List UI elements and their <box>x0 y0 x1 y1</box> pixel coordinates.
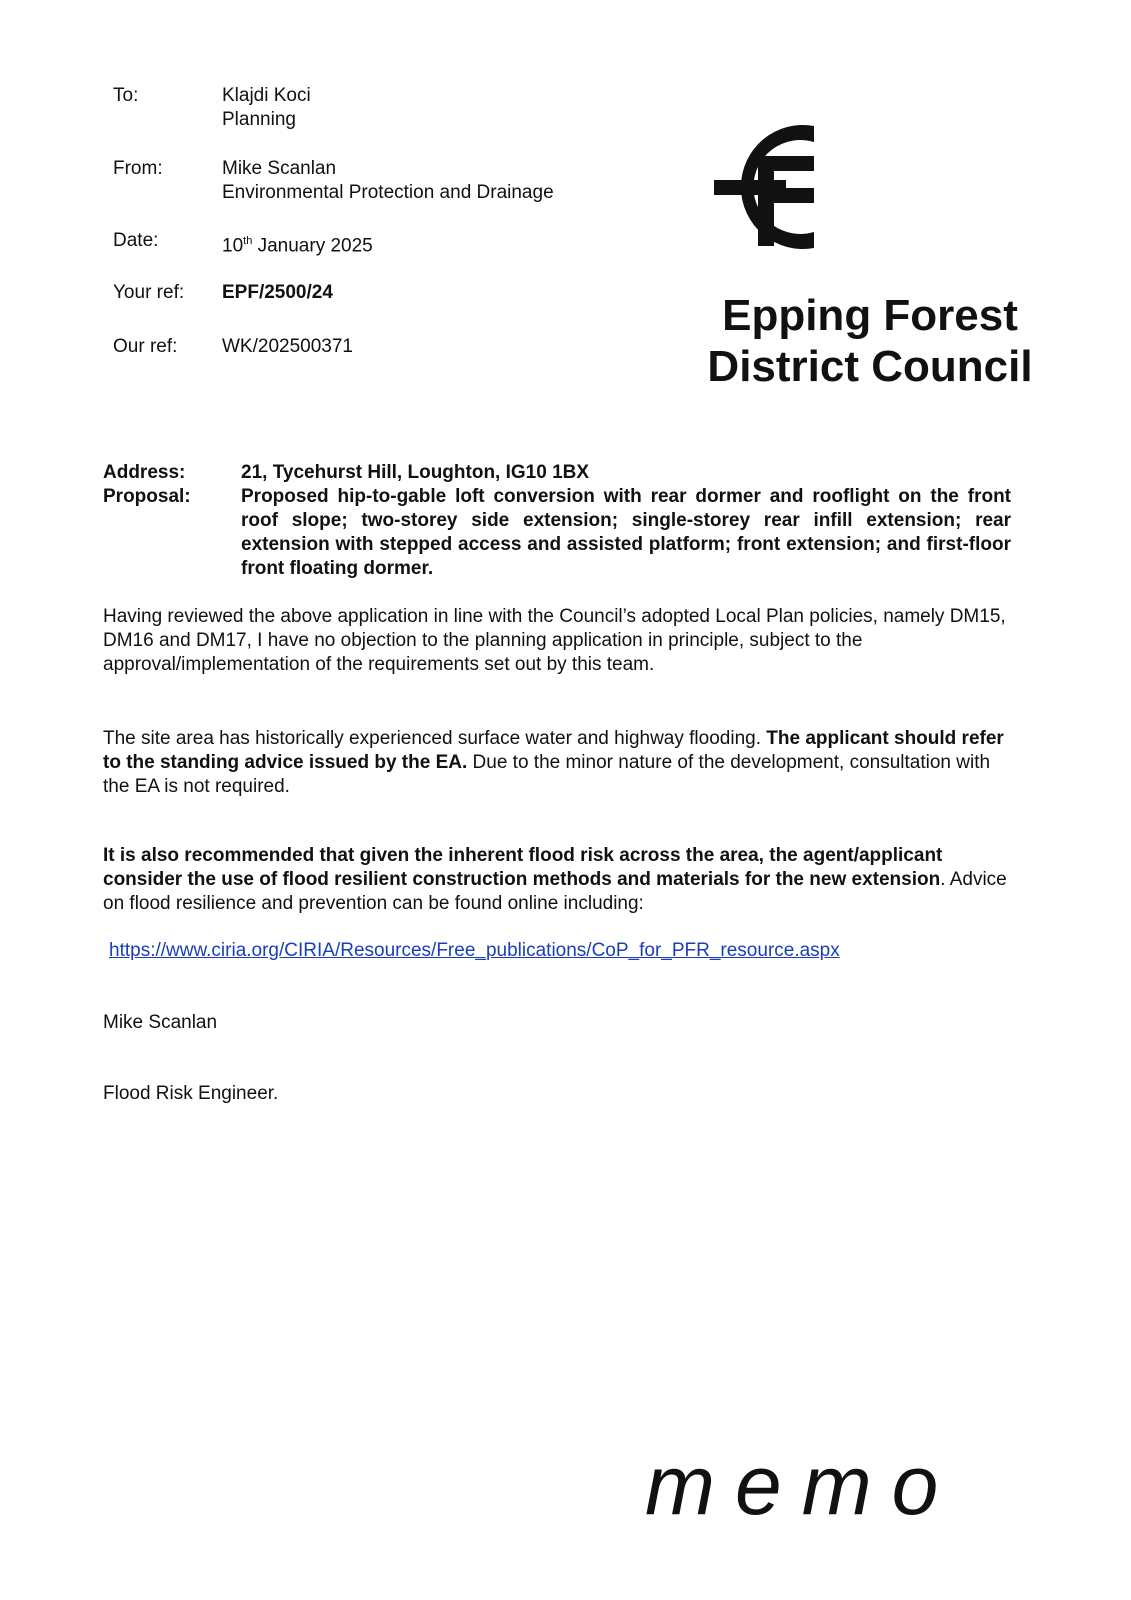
flooding-paragraph <box>103 727 1013 799</box>
proposal-label: Proposal: <box>103 486 191 507</box>
address-value: 21, Tycehurst Hill, Loughton, IG10 1BX <box>241 462 590 483</box>
from-label: From: <box>113 158 163 179</box>
to-label: To: <box>113 85 139 106</box>
our-ref-value: WK/202500371 <box>222 336 353 357</box>
resilience-advice-text: . Advice on flood resilience and prevention can be found online including: <box>103 869 1007 914</box>
council-name <box>680 290 1060 392</box>
resilience-paragraph <box>103 844 1013 916</box>
date-day: 10 <box>222 235 244 257</box>
address-label: Address: <box>103 462 186 483</box>
council-name-line1: Epping Forest <box>722 291 1018 340</box>
your-ref-label: Your ref: <box>113 282 185 303</box>
standing-advice-text: The applicant should refer to the standing advice issued by the EA. <box>103 728 1004 773</box>
flooding-text-b: Due to the minor nature of the development, consultation with the EA is not required. <box>103 752 991 797</box>
our-ref-label: Our ref: <box>113 336 178 357</box>
date-suffix: th <box>243 235 253 247</box>
to-department: Planning <box>222 109 296 130</box>
from-department: Environmental Protection and Drainage <box>222 182 554 203</box>
date-rest: January 2025 <box>252 235 373 257</box>
to-name: Klajdi Koci <box>222 85 311 106</box>
date-value <box>222 229 373 258</box>
from-name: Mike Scanlan <box>222 158 337 179</box>
memo-footer: memo <box>645 1438 959 1532</box>
flooding-text-a: The site area has historically experienced surface water and highway flooding. <box>103 728 767 749</box>
council-name-line2: District Council <box>707 342 1033 391</box>
resilience-recommendation: It is also recommended that given the inherent flood risk across the area, the agent/applicant consider the use of flood resilient construction methods and materials for the new extension <box>103 845 943 890</box>
signature-name: Mike Scanlan <box>103 1012 218 1033</box>
your-ref-value: EPF/2500/24 <box>222 282 333 303</box>
date-label: Date: <box>113 230 159 251</box>
epping-forest-logo-icon <box>714 118 834 256</box>
signature-title: Flood Risk Engineer. <box>103 1083 279 1104</box>
review-paragraph: Having reviewed the above application in line with the Council’s adopted Local Plan policies, namely DM15, DM16 and DM17, I have no objection to the planning application in principle, subject to the approval/implementation of the requirements set out by this team. <box>103 606 1006 675</box>
ciria-link[interactable]: https://www.ciria.org/CIRIA/Resources/Free_publications/CoP_for_PFR_resource.aspx <box>109 940 840 961</box>
proposal-value: Proposed hip-to-gable loft conversion with rear dormer and rooflight on the front roof slope; two-storey side extension; single-storey rear infill extension; rear extension with stepped access and assisted platform; front extension; and first-floor front floating dormer. <box>241 486 1011 579</box>
